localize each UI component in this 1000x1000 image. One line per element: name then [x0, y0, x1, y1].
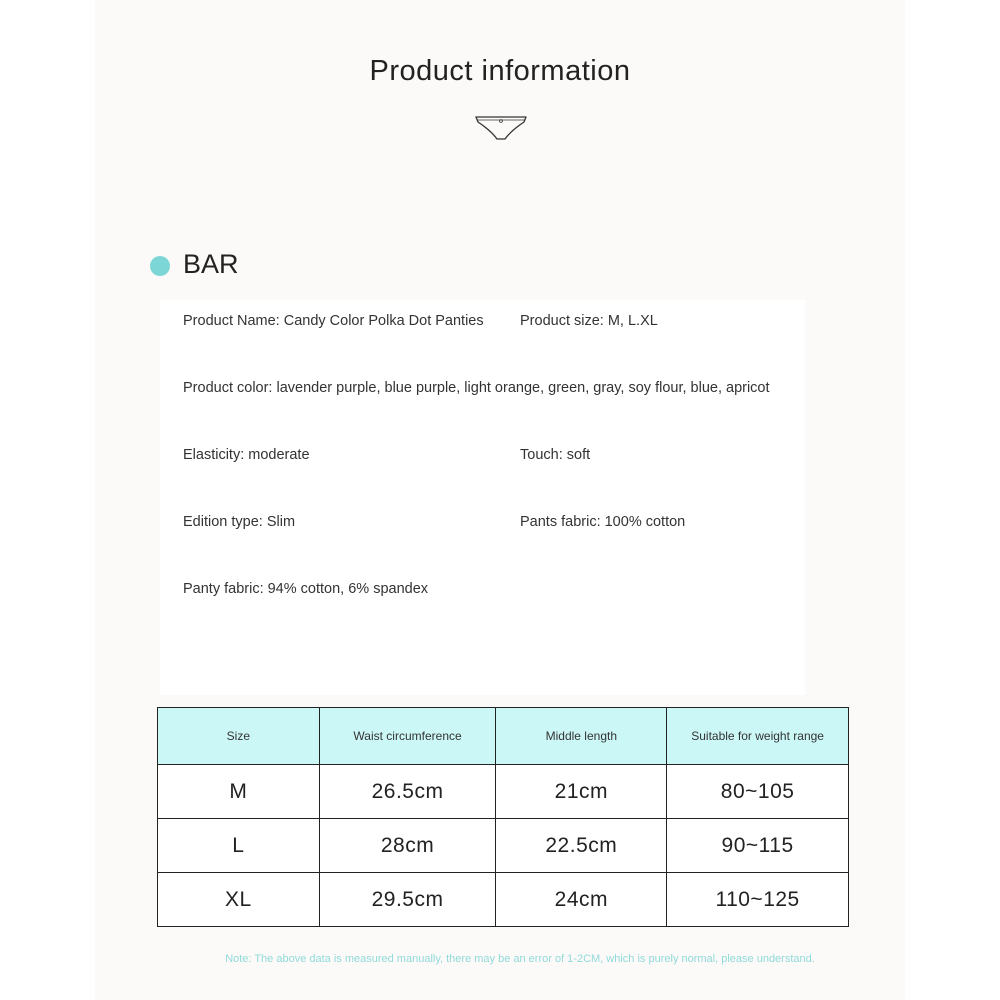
table-cell-weight: 90~115 — [667, 819, 849, 873]
table-cell-waist: 29.5cm — [319, 873, 496, 927]
table-cell-weight: 80~105 — [667, 765, 849, 819]
info-product-size: Product size: M, L.XL — [520, 313, 658, 329]
table-header-cell: Waist circumference — [319, 708, 496, 765]
table-cell-waist: 26.5cm — [319, 765, 496, 819]
info-product-color: Product color: lavender purple, blue purple, light orange, green, gray, soy flour, blue, apricot — [183, 380, 770, 396]
section-title: BAR — [183, 249, 239, 279]
table-cell-length: 21cm — [496, 765, 667, 819]
table-cell-waist: 28cm — [319, 819, 496, 873]
table-cell-size: M — [158, 765, 320, 819]
table-row — [158, 873, 849, 927]
section-bullet-icon — [150, 256, 170, 276]
table-cell-length: 24cm — [496, 873, 667, 927]
table-cell-weight: 110~125 — [667, 873, 849, 927]
footnote: Note: The above data is measured manually, there may be an error of 1-2CM, which is purely normal, please understand. — [225, 953, 815, 965]
info-product-name: Product Name: Candy Color Polka Dot Panties — [183, 313, 484, 329]
size-table — [157, 707, 849, 927]
table-header-row — [158, 708, 849, 765]
product-info-box — [160, 300, 805, 695]
table-header-cell: Size — [158, 708, 320, 765]
info-pants-fabric: Pants fabric: 100% cotton — [520, 514, 686, 530]
info-touch: Touch: soft — [520, 447, 591, 463]
table-cell-size: L — [158, 819, 320, 873]
table-row — [158, 819, 849, 873]
table-row — [158, 765, 849, 819]
page-title: Product information — [369, 55, 631, 87]
table-cell-size: XL — [158, 873, 320, 927]
info-elasticity: Elasticity: moderate — [183, 447, 310, 463]
info-edition-type: Edition type: Slim — [183, 514, 296, 530]
info-panty-fabric: Panty fabric: 94% cotton, 6% spandex — [183, 581, 429, 597]
table-header-cell: Suitable for weight range — [667, 708, 849, 765]
table-header-cell: Middle length — [496, 708, 667, 765]
table-cell-length: 22.5cm — [496, 819, 667, 873]
briefs-icon — [474, 112, 528, 146]
